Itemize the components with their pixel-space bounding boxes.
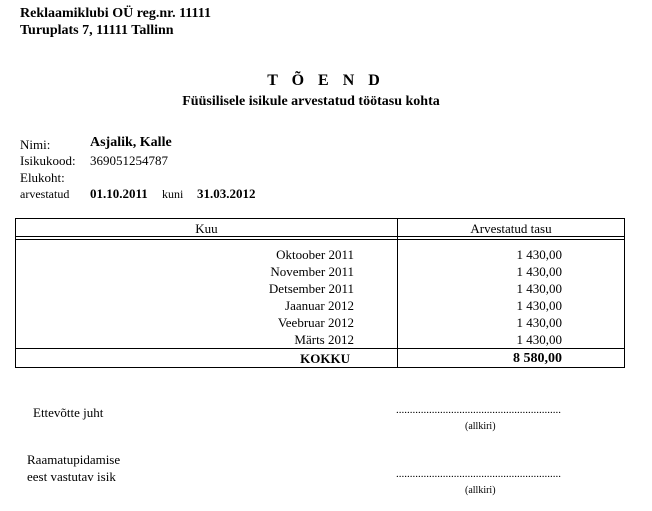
column-header-month: Kuu bbox=[195, 221, 218, 236]
salary-table bbox=[15, 218, 625, 368]
accountant-label-line1: Raamatupidamise bbox=[27, 452, 121, 467]
table-row-amount: 1 430,00 bbox=[516, 281, 562, 296]
company-name: Reklaamiklubi OÜ reg.nr. 11111 bbox=[20, 6, 211, 21]
accountant-signature-caption: (allkiri) bbox=[465, 485, 496, 496]
table-row-month: November 2011 bbox=[270, 264, 354, 279]
company-address: Turuplats 7, 11111 Tallinn bbox=[20, 23, 174, 38]
table-row-amount: 1 430,00 bbox=[516, 332, 562, 347]
table-row-amount: 1 430,00 bbox=[516, 264, 562, 279]
name-label: Nimi: bbox=[20, 137, 51, 152]
id-code-label: Isikukood: bbox=[20, 153, 76, 168]
table-row-amount: 1 430,00 bbox=[516, 298, 562, 313]
column-divider bbox=[397, 219, 398, 367]
total-divider bbox=[16, 348, 624, 349]
accountant-label-line2: eest vastutav isik bbox=[27, 469, 116, 484]
id-code-value: 369051254787 bbox=[90, 153, 168, 168]
manager-signature-caption: (allkiri) bbox=[465, 421, 496, 432]
table-row-amount: 1 430,00 bbox=[516, 315, 562, 330]
document-subtitle: Füüsilisele isikule arvestatud töötasu kohta bbox=[182, 94, 440, 109]
residence-label: Elukoht: bbox=[20, 170, 65, 185]
header-divider-double bbox=[16, 239, 624, 240]
document-title: T Õ E N D bbox=[267, 72, 385, 89]
table-row-month: Veebruar 2012 bbox=[277, 315, 354, 330]
manager-label: Ettevõtte juht bbox=[33, 405, 104, 420]
period-to: 31.03.2012 bbox=[197, 186, 256, 201]
table-row-month: Oktoober 2011 bbox=[276, 247, 354, 262]
table-row-amount: 1 430,00 bbox=[516, 247, 562, 262]
table-row-month: Jaanuar 2012 bbox=[285, 298, 354, 313]
table-row-month: Märts 2012 bbox=[294, 332, 354, 347]
accountant-signature-line: ............................................................ bbox=[396, 468, 561, 480]
table-row-month: Detsember 2011 bbox=[268, 281, 354, 296]
manager-signature-line: ............................................................ bbox=[396, 404, 561, 416]
total-label: KOKKU bbox=[300, 351, 350, 366]
period-from: 01.10.2011 bbox=[90, 186, 148, 201]
name-value: Asjalik, Kalle bbox=[90, 135, 172, 150]
column-header-amount: Arvestatud tasu bbox=[470, 221, 552, 236]
period-separator: kuni bbox=[162, 187, 184, 201]
total-value: 8 580,00 bbox=[513, 351, 562, 366]
period-label: arvestatud bbox=[20, 187, 70, 201]
